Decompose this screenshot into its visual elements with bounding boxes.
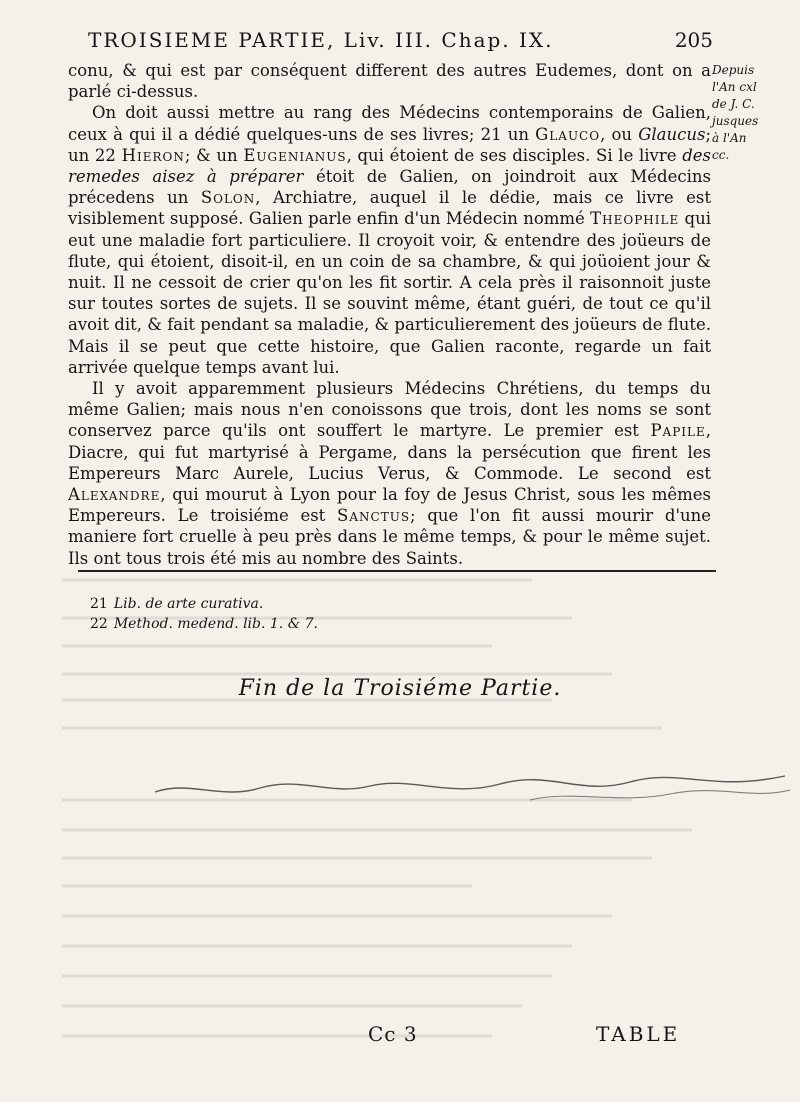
paragraph-2 <box>68 102 711 378</box>
footnote-rule <box>78 570 716 572</box>
text-run: , qui étoient de ses disciples. Si le livre <box>346 145 683 165</box>
handwritten-annotation <box>150 770 790 810</box>
margin-note-line: jusques <box>712 114 759 128</box>
book-title: des remedes aisez à préparer <box>68 145 711 187</box>
footnote-number: 22 <box>90 616 108 632</box>
text-run: ; un 22 <box>68 124 712 165</box>
paragraph-3 <box>68 378 711 569</box>
margin-note-line: l'An cxl <box>712 80 757 94</box>
running-header <box>88 28 713 54</box>
footnotes <box>90 594 690 634</box>
name-glauco: Glauco <box>535 124 601 144</box>
part-end-title: Fin de la Troisiéme Partie. <box>238 676 562 701</box>
margin-note-line: Depuis <box>712 63 755 77</box>
text-run: , qui mourut à Lyon pour la foy de Jesus Christ, sous les mêmes Empereurs. Le troisiéme est <box>68 485 711 526</box>
name-papile: Papile <box>650 421 706 441</box>
signature-mark: Cc 3 <box>368 1022 418 1046</box>
text-run: qui eut une maladie fort particuliere. Il croyoit voir, & entendre des joüeurs de flute, qui étoient, disoit-il, en un coin de sa chambre, & qui joüoient jour & nuit. Il ne cessoit de crier qu'on les fit sortir. A cela près il raisonnoit juste sur toutes sortes de sujets. Il se souvint même, étant guéri, de tout ce qu'il avoit dit, & fait pendant sa maladie, & particulierement des joüeurs de flute. Mais il se peut que cette histoire, que Galien raconte, regarde un fait arrivée quelque temps avant lui. <box>68 209 711 377</box>
name-hieron: Hieron <box>121 145 185 165</box>
margin-note-line: de J. C. <box>712 97 755 111</box>
name-theophile: Theophile <box>590 209 680 229</box>
footnote <box>90 594 690 614</box>
footnote <box>90 614 690 634</box>
text-run: , Archiatre, auquel il le dédie, mais ce livre est visiblement supposé. Galien parle enfin d'un Médecin nommé <box>68 188 711 229</box>
running-title: TROISIEME PARTIE, Liv. III. Chap. IX. <box>88 28 554 52</box>
page-number: 205 <box>674 28 713 52</box>
main-text <box>68 60 711 569</box>
footnote-number: 21 <box>90 596 108 612</box>
text-run: ; que l'on fit aussi mourir d'une maniere fort cruelle à peu près dans le même temps, & pour le même sujet. Ils ont tous trois été mis au nombre des Saints. <box>68 506 711 568</box>
margin-note-line: cc. <box>712 148 730 162</box>
text-run: , Diacre, qui fut martyrisé à Pergame, dans la persécution que firent les Empereurs Marc Aurele, Lucius Verus, & Commode. Le second est <box>68 421 711 483</box>
name-alexandre: Alexandre <box>68 485 161 505</box>
text-run: On doit aussi mettre au rang des Médecins contemporains de Galien, ceux à qui il a dédié quelques-uns de ses livres; 21 un <box>68 103 711 144</box>
text-run: étoit de Galien, on joindroit aux Médecins précedens un <box>68 167 711 208</box>
name-sanctus: Sanctus <box>337 506 411 526</box>
text-run: ; & un <box>184 145 244 165</box>
catchword: TABLE <box>596 1022 681 1046</box>
name-eugenianus: Eugenianus <box>243 145 347 165</box>
footnote-text: Lib. de arte curativa. <box>113 596 264 612</box>
margin-note <box>712 62 792 164</box>
name-solon: Solon <box>200 188 256 208</box>
footnote-text: Method. medend. lib. 1. & 7. <box>113 616 318 632</box>
text-run: Il y avoit apparemment plusieurs Médecins Chrétiens, du temps du même Galien; mais nous n'en conoissons que trois, dont les noms se sont conservez parce qu'ils ont souffert le martyre. Le premier est <box>68 379 711 441</box>
margin-note-line: à l'An <box>712 131 747 145</box>
name-glaucus: Glaucus <box>638 124 706 144</box>
paragraph-1: conu, & qui est par conséquent different des autres Eudemes, dont on a parlé ci-dessus. <box>68 61 711 102</box>
text-run: , ou <box>600 124 639 144</box>
